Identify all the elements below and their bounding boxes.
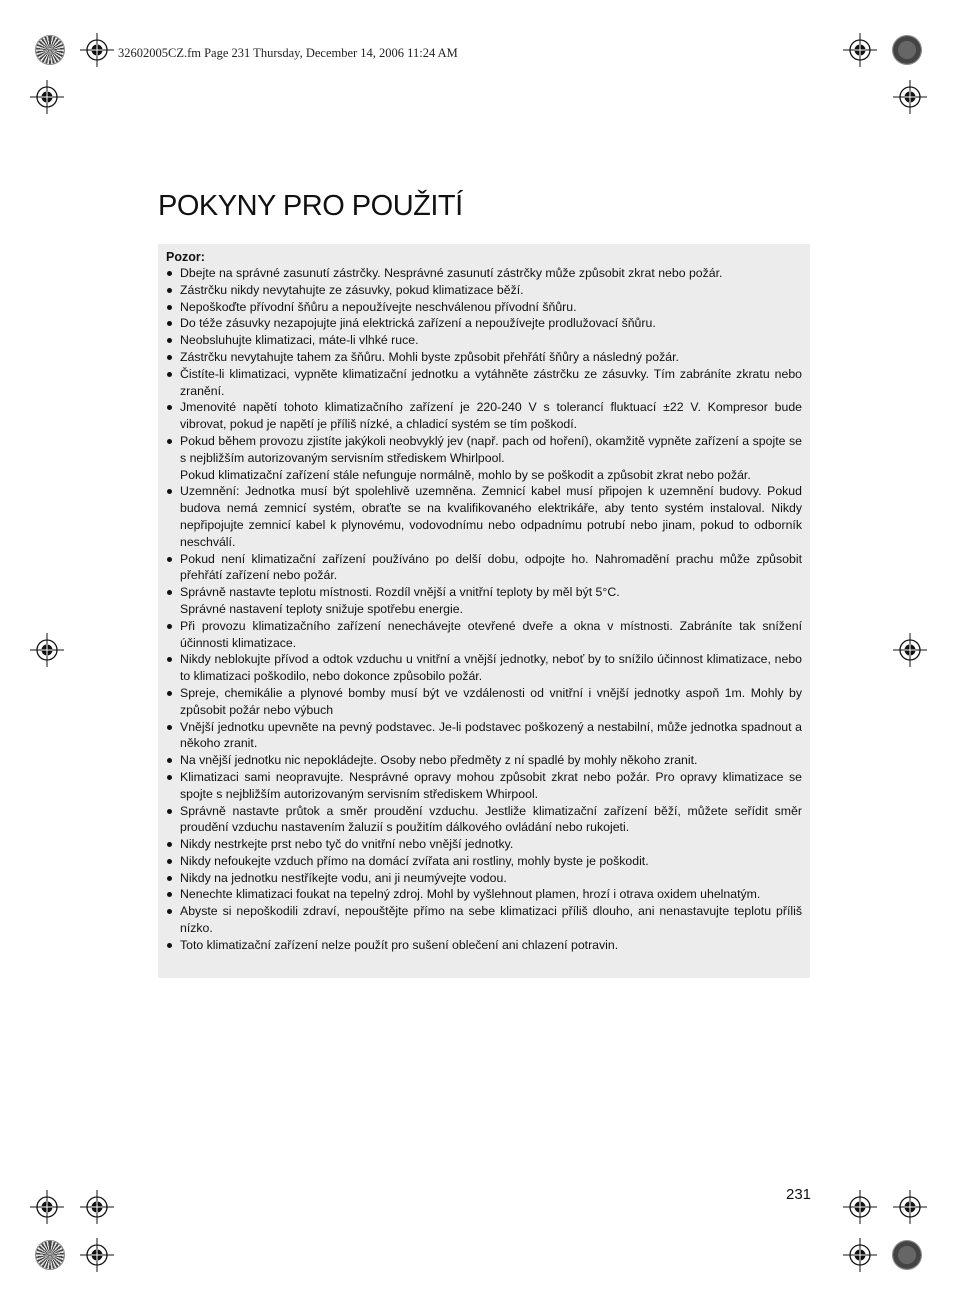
crosshair-circle-icon bbox=[893, 1190, 927, 1224]
caution-list-item bbox=[166, 752, 802, 769]
caution-list-item bbox=[166, 836, 802, 853]
caution-list-item bbox=[166, 366, 802, 400]
document-header-line: 32602005CZ.fm Page 231 Thursday, December 14, 2006 11:24 AM bbox=[118, 46, 458, 60]
caution-item-continuation: Pokud klimatizační zařízení stále nefunguje normálně, mohlo by se poškodit a způsobit zkrat nebo požár. bbox=[180, 467, 751, 482]
caution-item-text: Spreje, chemikálie a plynové bomby musí být ve vzdálenosti od vnitřní i vnější jednotky aspoň 1m. Mohly by způsobit požár nebo výbuch bbox=[180, 685, 802, 717]
crosshair-circle-icon bbox=[843, 33, 877, 67]
caution-item-text: Na vnější jednotku nic nepokládejte. Osoby nebo předměty z ní spadlé by mohly někoho zranit. bbox=[180, 753, 698, 768]
caution-item-text: Uzemnění: Jednotka musí být spolehlivě uzemněna. Zemnicí kabel musí připojen k uzemnění budovy. Pokud budova nemá zemnicí systém, obraťte se na kvalifikovaného elektrikáře, aby tento systém instaloval. Nikdy nepřipojujte zemnicí kabel k plynovému, vodovodnímu nebo odpadnímu potrubí nebo jinam, pokud to odborník neschválí. bbox=[180, 484, 802, 549]
crosshair-circle-icon bbox=[893, 633, 927, 667]
caution-list-item bbox=[166, 803, 802, 837]
crosshair-circle-icon bbox=[80, 33, 114, 67]
caution-list-item bbox=[166, 685, 802, 719]
caution-item-text: Správně nastavte průtok a směr proudění vzduchu. Jestliže klimatizační zařízení běží, můžete seřídit směr proudění vzduchu nastavením žaluzií s použitím dálkového ovládání nebo rukojeti. bbox=[180, 803, 802, 835]
caution-item-text: Zástrčku nikdy nevytahujte ze zásuvky, pokud klimatizace běží. bbox=[180, 282, 524, 297]
crosshair-circle-icon bbox=[80, 1238, 114, 1272]
caution-list-item bbox=[166, 315, 802, 332]
page-title: POKYNY PRO POUŽITÍ bbox=[158, 190, 463, 222]
crosshair-circle-icon bbox=[893, 80, 927, 114]
caution-item-text: Neobsluhujte klimatizaci, máte-li vlhké ruce. bbox=[180, 333, 419, 348]
caution-list bbox=[166, 265, 802, 954]
crosshair-circle-icon bbox=[30, 1190, 64, 1224]
caution-item-text: Správně nastavte teplotu místnosti. Rozdíl vnější a vnitřní teploty by měl být 5°C. bbox=[180, 585, 620, 600]
caution-list-item bbox=[166, 282, 802, 299]
crosshair-circle-icon bbox=[843, 1238, 877, 1272]
caution-list-item bbox=[166, 886, 802, 903]
caution-item-continuation: Správné nastavení teploty snižuje spotřebu energie. bbox=[180, 601, 464, 616]
caution-list-item bbox=[166, 719, 802, 753]
caution-item-text: Nikdy nestrkejte prst nebo tyč do vnitřní nebo vnější jednotky. bbox=[180, 837, 514, 852]
starburst-disc-icon bbox=[36, 1241, 64, 1269]
caution-item-text: Nepoškoďte přívodní šňůru a nepoužívejte neschválenou přívodní šňůru. bbox=[180, 299, 577, 314]
caution-list-item bbox=[166, 299, 802, 316]
caution-list-item bbox=[166, 651, 802, 685]
caution-heading: Pozor: bbox=[166, 250, 205, 264]
caution-list-item bbox=[166, 332, 802, 349]
caution-list-item bbox=[166, 265, 802, 282]
caution-item-text: Do téže zásuvky nezapojujte jiná elektrická zařízení a nepoužívejte prodlužovací šňůru. bbox=[180, 316, 656, 331]
caution-item-text: Nenechte klimatizaci foukat na tepelný zdroj. Mohl by vyšlehnout plamen, hrozí i otrava oxidem uhelnatým. bbox=[180, 887, 761, 902]
crosshair-circle-icon bbox=[80, 1190, 114, 1224]
caution-item-text: Vnější jednotku upevněte na pevný podstavec. Je-li podstavec poškozený a nestabilní, může jednotka spadnout a někoho zranit. bbox=[180, 719, 802, 751]
starburst-disc-icon bbox=[893, 36, 921, 64]
caution-box bbox=[158, 244, 810, 978]
caution-item-text: Zástrčku nevytahujte tahem za šňůru. Mohli byste způsobit přehřátí šňůry a následný požár. bbox=[180, 349, 679, 364]
caution-item-text: Pokud není klimatizační zařízení používáno po delší dobu, odpojte ho. Nahromadění prachu může způsobit přehřátí zařízení nebo požár. bbox=[180, 551, 802, 583]
caution-item-text: Nikdy nefoukejte vzduch přímo na domácí zvířata ani rostliny, mohly byste je poškodit. bbox=[180, 853, 649, 868]
caution-item-text: Nikdy neblokujte přívod a odtok vzduchu u vnitřní a vnější jednotky, neboť by to snížilo účinnost klimatizace, nebo to klimatizaci poškodilo, nebo dokonce způsobilo požár. bbox=[180, 652, 802, 684]
caution-list-item bbox=[166, 483, 802, 550]
crosshair-circle-icon bbox=[843, 1190, 877, 1224]
caution-item-text: Pokud během provozu zjistíte jakýkoli neobvyklý jev (např. pach od hoření), okamžitě vypněte zařízení a spojte se s nejbližším autorizovaným servisním střediskem Whirlpool. bbox=[180, 433, 802, 465]
caution-list-item bbox=[166, 584, 802, 618]
caution-list-item bbox=[166, 853, 802, 870]
caution-list-item bbox=[166, 399, 802, 433]
caution-list-item bbox=[166, 937, 802, 954]
caution-list-item bbox=[166, 349, 802, 366]
starburst-disc-icon bbox=[893, 1241, 921, 1269]
caution-item-text: Toto klimatizační zařízení nelze použít pro sušení oblečení ani chlazení potravin. bbox=[180, 937, 619, 952]
caution-list-item bbox=[166, 618, 802, 652]
caution-item-text: Nikdy na jednotku nestříkejte vodu, ani ji neumývejte vodou. bbox=[180, 870, 507, 885]
caution-item-text: Při provozu klimatizačního zařízení nenechávejte otevřené dveře a okna v místnosti. Zabráníte tak snížení účinnosti klimatizace. bbox=[180, 618, 802, 650]
caution-item-text: Dbejte na správné zasunutí zástrčky. Nesprávné zasunutí zástrčky může způsobit zkrat nebo požár. bbox=[180, 266, 723, 280]
caution-item-text: Čistíte-li klimatizaci, vypněte klimatizační jednotku a vytáhněte zástrčku ze zásuvky. Tím zabráníte zkratu nebo zranění. bbox=[180, 366, 802, 398]
caution-list-item bbox=[166, 870, 802, 887]
caution-list-item bbox=[166, 551, 802, 585]
page-number: 231 bbox=[786, 1186, 812, 1203]
caution-item-text: Klimatizaci sami neopravujte. Nesprávné opravy mohou způsobit zkrat nebo požár. Pro opravy klimatizace se spojte s nejbližším autorizovaným servisním střediskem Whirpool. bbox=[180, 769, 802, 801]
caution-item-text: Abyste si nepoškodili zdraví, nepouštějte přímo na sebe klimatizaci příliš dlouho, ani nenastavujte teplotu příliš nízko. bbox=[180, 904, 802, 936]
caution-list-item bbox=[166, 903, 802, 937]
crosshair-circle-icon bbox=[30, 80, 64, 114]
starburst-disc-icon bbox=[36, 36, 64, 64]
crosshair-circle-icon bbox=[30, 633, 64, 667]
caution-list-item bbox=[166, 433, 802, 483]
caution-list-item bbox=[166, 769, 802, 803]
caution-item-text: Jmenovité napětí tohoto klimatizačního zařízení je 220-240 V s tolerancí fluktuací ±22 V. Kompresor bude vibrovat, pokud je napětí je příliš nízké, a chladicí systém se tím poškodí. bbox=[180, 400, 802, 432]
